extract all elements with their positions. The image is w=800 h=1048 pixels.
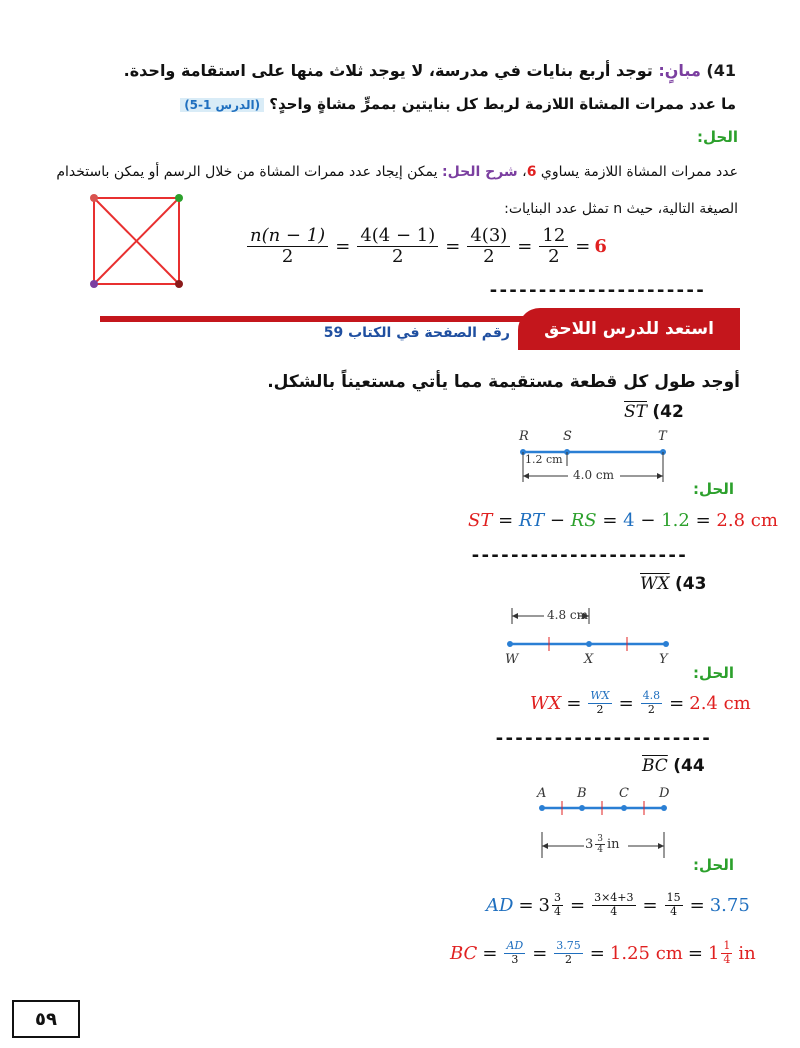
q44-eq1-frac-3 bbox=[665, 892, 683, 918]
q41-text1: توجد أربع بنايات في مدرسة، لا يوجد ثلاث منها على استقامة واحدة. bbox=[123, 61, 653, 80]
q43-label-y: Y bbox=[659, 652, 668, 667]
banner-tab bbox=[518, 308, 740, 350]
eq-sign: = bbox=[517, 235, 533, 257]
q41-answer-sep: ، bbox=[522, 164, 527, 180]
q44-eq1-result: 3.75 bbox=[709, 894, 750, 916]
eq-sign: = bbox=[445, 235, 461, 257]
separator-1: ---------------------- bbox=[488, 280, 705, 301]
q41-header bbox=[46, 58, 736, 84]
q41-answer-number: 6 bbox=[526, 164, 537, 180]
q43-label-w: W bbox=[505, 652, 519, 667]
q42-label-r: R bbox=[519, 429, 529, 444]
q41-explain-label: شرح الحل: bbox=[442, 164, 518, 180]
q43-eq-sign: = bbox=[566, 692, 582, 714]
formula-frac-4 bbox=[539, 226, 568, 267]
q41-answer-text: عدد ممرات المشاة اللازمة يساوي bbox=[540, 164, 738, 180]
formula-frac-1 bbox=[247, 226, 328, 267]
q42-small-measure: 1.2 cm bbox=[525, 453, 563, 466]
formula-frac-3 bbox=[467, 226, 510, 267]
q44-eq2-f2n: 3.75 bbox=[556, 939, 581, 952]
q42-number: (42 bbox=[652, 402, 684, 422]
eq-sign: = bbox=[575, 235, 591, 257]
q43-f2-den: 2 bbox=[647, 702, 655, 716]
q43-header bbox=[640, 574, 706, 594]
q44-label-b: B bbox=[577, 786, 587, 801]
q44-eq2-f1d: 3 bbox=[511, 952, 519, 966]
banner-page-ref: رقم الصفحة في الكتاب 59 bbox=[323, 325, 510, 341]
q44-measure-frac bbox=[595, 834, 605, 856]
q43-measure: 4.8 cm bbox=[547, 608, 588, 622]
q44-label-c: C bbox=[619, 786, 629, 801]
building-dot bbox=[90, 280, 98, 288]
q42-eq-sign: = bbox=[695, 510, 711, 531]
f2-num: 4(4 − 1) bbox=[357, 226, 438, 247]
q42-eq-sign: = bbox=[602, 510, 618, 531]
page-number: ٥٩ bbox=[35, 1008, 57, 1030]
q44-eq2-sign: = bbox=[482, 942, 498, 964]
q44-solution-label: الحل: bbox=[693, 856, 734, 874]
q44-eq2-unit: in bbox=[738, 942, 756, 964]
q43-eq-lhs: WX bbox=[530, 692, 562, 714]
q43-number: (43 bbox=[674, 574, 707, 594]
q41-line2: الصيغة التالية، حيث n تمثل عدد البنايات: bbox=[504, 201, 738, 217]
q44-eq1-f3n: 15 bbox=[666, 891, 681, 904]
f1-den: 2 bbox=[281, 245, 294, 267]
q43-eq-sign: = bbox=[618, 692, 634, 714]
q44-eq1-sign: = bbox=[642, 894, 658, 916]
q42-equation bbox=[468, 510, 778, 531]
q44-measure-whole: 3 bbox=[585, 837, 594, 853]
q44-eq1-f2d: 4 bbox=[610, 904, 618, 918]
q44-equation-1 bbox=[486, 892, 750, 918]
q41-solution-label: الحل: bbox=[697, 128, 738, 146]
q42-eq-minus: − bbox=[549, 510, 565, 531]
q44-measure-den: 4 bbox=[597, 845, 604, 856]
q44-measure bbox=[585, 834, 620, 856]
page-number-box bbox=[12, 1000, 80, 1038]
q44-eq2-fd: 4 bbox=[723, 952, 731, 966]
q44-eq2-f1n: AD bbox=[506, 939, 524, 952]
banner-title: استعد للدرس اللاحق bbox=[544, 319, 714, 339]
q43-label-x: X bbox=[584, 652, 594, 667]
q41-lesson-ref: (الدرس 1-5) bbox=[180, 98, 264, 112]
f1-num: n(n − 1) bbox=[247, 226, 328, 247]
q43-f1-den: 2 bbox=[596, 702, 604, 716]
q43-equation bbox=[530, 690, 751, 716]
buildings-diagram bbox=[82, 188, 192, 298]
q42-eq-sign: = bbox=[498, 510, 514, 531]
q43-solution-label: الحل: bbox=[693, 664, 734, 682]
q44-eq2-frac-2 bbox=[554, 940, 583, 966]
q44-eq1-frac-1 bbox=[552, 892, 563, 918]
building-dot bbox=[90, 194, 98, 202]
q42-big-measure: 4.0 cm bbox=[573, 468, 614, 482]
q43-segment: $\overline{WX}$ bbox=[640, 574, 670, 594]
q44-eq2-lhs: BC bbox=[450, 942, 478, 964]
q42-eq-v2: 1.2 bbox=[661, 510, 690, 531]
f3-den: 2 bbox=[483, 245, 495, 267]
q44-number: (44 bbox=[673, 756, 705, 776]
building-dot bbox=[175, 280, 183, 288]
q44-eq1-f3d: 4 bbox=[670, 904, 678, 918]
q43-frac-1 bbox=[588, 690, 611, 716]
instruction: أوجد طول كل قطعة مستقيمة مما يأتي مستعيناً بالشكل. bbox=[267, 372, 740, 392]
formula-frac-2 bbox=[357, 226, 438, 267]
q44-eq1-sign: = bbox=[569, 894, 586, 916]
q42-eq-result: 2.8 cm bbox=[716, 510, 778, 531]
q41-tag: مبانٍ: bbox=[658, 61, 701, 80]
q42-eq-rt: RT bbox=[518, 510, 545, 531]
q44-segment: $\overline{BC}$ bbox=[642, 756, 668, 776]
q42-solution-label: الحل: bbox=[693, 480, 734, 498]
q44-eq1-fd: 4 bbox=[553, 904, 561, 918]
q44-eq1-lhs: AD bbox=[486, 894, 514, 916]
f2-den: 2 bbox=[392, 245, 404, 267]
q44-label-a: A bbox=[537, 786, 547, 801]
q44-eq2-sign: = bbox=[532, 942, 548, 964]
f4-den: 2 bbox=[548, 245, 560, 267]
q44-eq1-f2n: 3×4+3 bbox=[594, 891, 634, 904]
q43-f1-num: WX bbox=[590, 689, 610, 702]
separator-3: ---------------------- bbox=[494, 728, 711, 749]
q44-eq2-sign: = bbox=[589, 942, 605, 964]
q44-eq1-sign: = bbox=[518, 894, 534, 916]
q44-eq2-sign: = bbox=[687, 942, 703, 964]
q44-eq2-frac-3 bbox=[721, 940, 732, 966]
separator-2: ---------------------- bbox=[470, 545, 687, 566]
q43-eq-result: 2.4 cm bbox=[689, 692, 751, 714]
q44-eq2-fn: 1 bbox=[723, 939, 731, 952]
q44-header bbox=[642, 756, 705, 776]
q44-equation-2 bbox=[450, 940, 756, 966]
q41-text2: ما عدد ممرات المشاة اللازمة لربط كل بنايتين بممرٍّ مشاةٍ واحدٍ؟ bbox=[269, 95, 736, 113]
q44-measure-unit: in bbox=[607, 837, 620, 853]
q41-text2-line bbox=[46, 92, 736, 117]
q44-eq2-r1: 1.25 cm bbox=[609, 942, 683, 964]
q41-explain-text: يمكن إيجاد عدد ممرات المشاة من خلال الرسم أو يمكن باستخدام bbox=[56, 164, 438, 180]
q44-eq2-frac-1 bbox=[504, 940, 525, 966]
q44-eq1-sign: = bbox=[689, 894, 705, 916]
q44-label-d: D bbox=[659, 786, 670, 801]
q42-label-s: S bbox=[563, 429, 572, 444]
building-dot bbox=[175, 194, 183, 202]
q41-number: 41) bbox=[706, 61, 736, 80]
q44-eq2-f2d: 2 bbox=[565, 952, 573, 966]
q41-formula bbox=[244, 226, 607, 267]
q43-frac-2 bbox=[641, 690, 663, 716]
q44-eq1-whole: 3 bbox=[538, 894, 550, 916]
q42-header bbox=[624, 402, 684, 422]
q41-answer-line bbox=[8, 160, 738, 184]
q42-eq-v1: 4 bbox=[623, 510, 635, 531]
f3-num: 4(3) bbox=[467, 226, 510, 247]
q42-eq-lhs: ST bbox=[468, 510, 493, 531]
q43-eq-sign: = bbox=[669, 692, 685, 714]
q43-figure bbox=[504, 606, 684, 666]
q43-f2-num: 4.8 bbox=[642, 689, 661, 702]
q42-segment: $\overline{ST}$ bbox=[624, 402, 647, 422]
formula-result: 6 bbox=[594, 235, 607, 257]
q42-eq-minus: − bbox=[640, 510, 656, 531]
q44-eq1-fn: 3 bbox=[553, 891, 561, 904]
eq-sign: = bbox=[335, 235, 351, 257]
q42-eq-rs: RS bbox=[570, 510, 597, 531]
q42-label-t: T bbox=[658, 429, 667, 444]
q44-eq1-frac-2 bbox=[592, 892, 635, 918]
q44-measure-num: 3 bbox=[597, 834, 604, 844]
f4-num: 12 bbox=[539, 226, 568, 247]
q44-eq2-whole: 1 bbox=[707, 942, 720, 964]
